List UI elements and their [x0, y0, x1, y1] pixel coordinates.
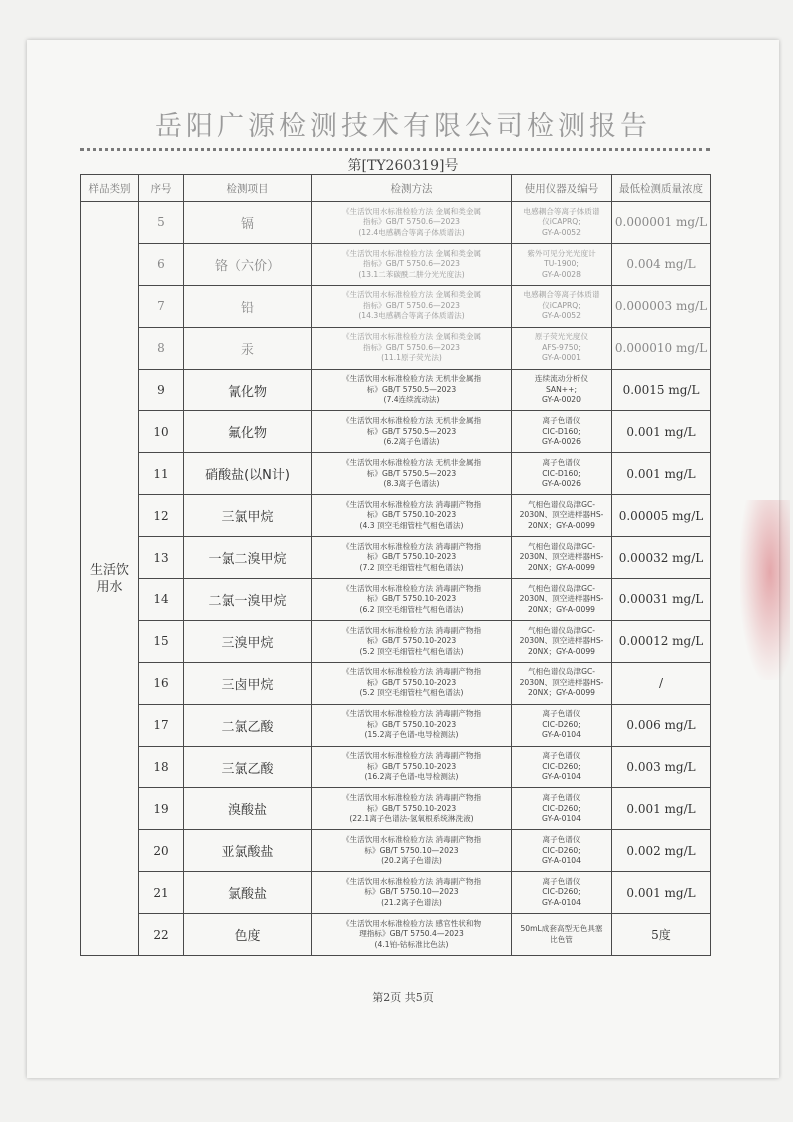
method-line: 《生活饮用水标准检验方法 消毒副产物指	[341, 751, 482, 761]
table-row	[81, 579, 711, 621]
instrument-line: 离子色谱仪	[542, 835, 581, 845]
test-method-cell	[312, 369, 512, 411]
method-line: 标》GB/T 5750.5—2023	[366, 384, 457, 394]
header-sample-category: 样品类别	[81, 175, 139, 202]
table-row	[81, 411, 711, 453]
test-item-cell: 汞	[184, 327, 312, 369]
method-line: 《生活饮用水标准检验方法 金属和类金属	[341, 248, 482, 258]
serial-no-cell: 7	[139, 285, 184, 327]
method-line: 指标》GB/T 5750.6—2023	[363, 342, 460, 352]
test-method-cell	[312, 914, 512, 956]
instrument-line: 电感耦合等离子体质谱	[523, 290, 600, 300]
instrument-cell	[512, 327, 612, 369]
header-instrument: 使用仪器及编号	[512, 175, 612, 202]
instrument-line: 气相色谱仪岛津GC-	[527, 583, 596, 593]
report-title: 岳阳广源检测技术有限公司检测报告	[155, 111, 651, 142]
instrument-line: 2030N、顶空进样器HS-	[519, 636, 604, 646]
instrument-line: 离子色谱仪	[542, 458, 581, 468]
serial-no-cell: 20	[139, 830, 184, 872]
instrument-cell	[512, 830, 612, 872]
test-item-cell: 三氯乙酸	[184, 746, 312, 788]
method-line: 《生活饮用水标准检验方法 金属和类金属	[341, 206, 482, 216]
method-line: 《生活饮用水标准检验方法 无机非金属指	[341, 416, 482, 426]
table-row	[81, 620, 711, 662]
method-line: (11.1原子荧光法)	[381, 353, 442, 363]
header-test-method: 检测方法	[312, 175, 512, 202]
method-line: 标》GB/T 5750.5—2023	[366, 468, 457, 478]
instrument-line: GY-A-0026	[542, 479, 581, 489]
detection-limit-cell: 0.002 mg/L	[612, 830, 711, 872]
instrument-cell	[512, 453, 612, 495]
method-line: 《生活饮用水标准检验方法 无机非金属指	[341, 458, 482, 468]
method-line: (4.3 顶空毛细管柱气相色谱法)	[359, 520, 464, 530]
detection-limit-cell: 0.001 mg/L	[612, 411, 711, 453]
method-line: (4.1铂-钴标准比色法)	[374, 939, 449, 949]
method-line: 标》GB/T 5750.10-2023	[366, 594, 457, 604]
method-line: 《生活饮用水标准检验方法 金属和类金属	[341, 332, 482, 342]
instrument-line: 紫外可见分光光度计	[527, 248, 596, 258]
method-line: 标》GB/T 5750.10-2023	[366, 719, 457, 729]
serial-no-cell: 21	[139, 872, 184, 914]
test-item-cell: 氯酸盐	[184, 872, 312, 914]
method-line: 指标》GB/T 5750.6—2023	[363, 217, 460, 227]
serial-no-cell: 10	[139, 411, 184, 453]
method-line: (7.4连续流动法)	[383, 395, 440, 405]
table-row	[81, 495, 711, 537]
detection-limit-cell: 0.001 mg/L	[612, 453, 711, 495]
test-method-cell	[312, 662, 512, 704]
method-line: (6.2离子色谱法)	[383, 437, 440, 447]
instrument-line: 2030N、顶空进样器HS-	[519, 552, 604, 562]
instrument-line: GY-A-0020	[542, 395, 581, 405]
test-item-cell: 氰化物	[184, 369, 312, 411]
instrument-line: 比色管	[550, 934, 573, 944]
method-line: 《生活饮用水标准检验方法 消毒副产物指	[341, 667, 482, 677]
instrument-line: 离子色谱仪	[542, 793, 581, 803]
serial-no-cell: 12	[139, 495, 184, 537]
table-row	[81, 369, 711, 411]
test-item-cell: 三溴甲烷	[184, 620, 312, 662]
test-method-cell	[312, 537, 512, 579]
test-item-cell: 三卤甲烷	[184, 662, 312, 704]
method-line: 指标》GB/T 5750.6—2023	[363, 300, 460, 310]
detection-limit-cell: 0.001 mg/L	[612, 872, 711, 914]
test-item-cell: 二氯乙酸	[184, 704, 312, 746]
method-line: (20.2离子色谱法)	[381, 856, 442, 866]
serial-no-cell: 19	[139, 788, 184, 830]
instrument-line: GY-A-0104	[542, 730, 581, 740]
instrument-cell	[512, 285, 612, 327]
method-line: 《生活饮用水标准检验方法 感官性状和物	[341, 918, 482, 928]
test-item-cell: 一氯二溴甲烷	[184, 537, 312, 579]
method-line: 《生活饮用水标准检验方法 消毒副产物指	[341, 583, 482, 593]
detection-limit-cell: 0.000003 mg/L	[612, 285, 711, 327]
method-line: 标》GB/T 5750.10—2023	[364, 845, 459, 855]
detection-limit-cell: 0.00031 mg/L	[612, 579, 711, 621]
header-serial-no: 序号	[139, 175, 184, 202]
instrument-line: 2030N、顶空进样器HS-	[519, 594, 604, 604]
instrument-line: 50mL成套高型无色具塞	[520, 924, 603, 934]
test-item-cell: 硝酸盐(以N计)	[184, 453, 312, 495]
serial-no-cell: 13	[139, 537, 184, 579]
table-row	[81, 788, 711, 830]
serial-no-cell: 17	[139, 704, 184, 746]
test-method-cell	[312, 495, 512, 537]
test-method-cell	[312, 788, 512, 830]
instrument-cell	[512, 537, 612, 579]
instrument-line: GY-A-0028	[542, 269, 581, 279]
instrument-line: SAN++;	[545, 384, 578, 394]
method-line: 《生活饮用水标准检验方法 无机非金属指	[341, 374, 482, 384]
table-row	[81, 830, 711, 872]
instrument-line: 气相色谱仪岛津GC-	[527, 499, 596, 509]
test-method-cell	[312, 620, 512, 662]
serial-no-cell: 22	[139, 914, 184, 956]
method-line: (8.3离子色谱法)	[383, 479, 440, 489]
method-line: 《生活饮用水标准检验方法 消毒副产物指	[341, 835, 482, 845]
detection-limit-cell: /	[612, 662, 711, 704]
results-table	[80, 174, 711, 956]
instrument-line: GY-A-0104	[542, 897, 581, 907]
test-method-cell	[312, 327, 512, 369]
instrument-line: GY-A-0052	[542, 227, 581, 237]
method-line: 标》GB/T 5750.10-2023	[366, 761, 457, 771]
detection-limit-cell: 0.0015 mg/L	[612, 369, 711, 411]
method-line: 《生活饮用水标准检验方法 金属和类金属	[341, 290, 482, 300]
instrument-line: 20NX；GY-A-0099	[527, 520, 596, 530]
instrument-line: 20NX；GY-A-0099	[527, 562, 596, 572]
table-row	[81, 872, 711, 914]
instrument-line: GY-A-0104	[542, 856, 581, 866]
instrument-line: 离子色谱仪	[542, 751, 581, 761]
detection-limit-cell: 5度	[612, 914, 711, 956]
instrument-line: 仪iCAPRQ;	[542, 300, 581, 310]
table-row	[81, 243, 711, 285]
method-line: 标》GB/T 5750.10—2023	[364, 887, 459, 897]
method-line: 标》GB/T 5750.5—2023	[366, 426, 457, 436]
instrument-line: CIC-D260;	[542, 719, 581, 729]
method-line: (13.1二苯碳酰二肼分光光度法)	[358, 269, 465, 279]
serial-no-cell: 5	[139, 202, 184, 244]
instrument-line: 20NX；GY-A-0099	[527, 646, 596, 656]
table-row	[81, 704, 711, 746]
method-line: 标》GB/T 5750.10-2023	[366, 510, 457, 520]
test-method-cell	[312, 243, 512, 285]
instrument-line: 20NX；GY-A-0099	[527, 604, 596, 614]
instrument-line: 连续流动分析仪	[534, 374, 589, 384]
instrument-cell	[512, 202, 612, 244]
instrument-cell	[512, 662, 612, 704]
instrument-line: 2030N、顶空进样器HS-	[519, 510, 604, 520]
test-item-cell: 色度	[184, 914, 312, 956]
page-footer: 第2页 共5页	[372, 991, 434, 1004]
test-method-cell	[312, 830, 512, 872]
table-row	[81, 285, 711, 327]
test-item-cell: 镉	[184, 202, 312, 244]
method-line: 标》GB/T 5750.10-2023	[366, 803, 457, 813]
instrument-line: CIC-D160;	[542, 426, 581, 436]
method-line: (15.2离子色谱-电导检测法)	[364, 730, 459, 740]
table-row	[81, 202, 711, 244]
instrument-cell	[512, 788, 612, 830]
serial-no-cell: 9	[139, 369, 184, 411]
method-line: 指标》GB/T 5750.6—2023	[363, 259, 460, 269]
instrument-cell	[512, 369, 612, 411]
serial-no-cell: 8	[139, 327, 184, 369]
table-row	[81, 662, 711, 704]
table-row	[81, 537, 711, 579]
header-detection-limit: 最低检测质量浓度	[612, 175, 711, 202]
detection-limit-cell: 0.00032 mg/L	[612, 537, 711, 579]
detection-limit-cell: 0.001 mg/L	[612, 788, 711, 830]
method-line: (7.2 顶空毛细管柱气相色谱法)	[359, 562, 464, 572]
detection-limit-cell: 0.000001 mg/L	[612, 202, 711, 244]
serial-no-cell: 14	[139, 579, 184, 621]
instrument-cell	[512, 495, 612, 537]
instrument-cell	[512, 914, 612, 956]
instrument-line: GY-A-0026	[542, 437, 581, 447]
instrument-line: 气相色谱仪岛津GC-	[527, 625, 596, 635]
header-test-item: 检测项目	[184, 175, 312, 202]
instrument-line: 离子色谱仪	[542, 876, 581, 886]
method-line: 标》GB/T 5750.10-2023	[366, 677, 457, 687]
test-method-cell	[312, 202, 512, 244]
instrument-line: AFS-9750;	[542, 342, 581, 352]
instrument-line: CIC-D260;	[542, 761, 581, 771]
serial-no-cell: 11	[139, 453, 184, 495]
detection-limit-cell: 0.006 mg/L	[612, 704, 711, 746]
instrument-line: GY-A-0104	[542, 814, 581, 824]
serial-no-cell: 15	[139, 620, 184, 662]
instrument-line: CIC-D260;	[542, 887, 581, 897]
test-item-cell: 溴酸盐	[184, 788, 312, 830]
instrument-line: 原子荧光光度仪	[534, 332, 589, 342]
instrument-line: 仪iCAPRQ;	[542, 217, 581, 227]
instrument-line: GY-A-0001	[542, 353, 581, 363]
test-method-cell	[312, 872, 512, 914]
instrument-line: 气相色谱仪岛津GC-	[527, 667, 596, 677]
table-row	[81, 746, 711, 788]
method-line: (21.2离子色谱法)	[381, 897, 442, 907]
instrument-cell	[512, 704, 612, 746]
method-line: 《生活饮用水标准检验方法 消毒副产物指	[341, 876, 482, 886]
method-line: 标》GB/T 5750.10-2023	[366, 636, 457, 646]
test-method-cell	[312, 453, 512, 495]
detection-limit-cell: 0.000010 mg/L	[612, 327, 711, 369]
detection-limit-cell: 0.00005 mg/L	[612, 495, 711, 537]
test-item-cell: 三氯甲烷	[184, 495, 312, 537]
instrument-line: CIC-D160;	[542, 468, 581, 478]
instrument-line: 离子色谱仪	[542, 416, 581, 426]
method-line: 《生活饮用水标准检验方法 消毒副产物指	[341, 709, 482, 719]
title-divider	[80, 148, 710, 151]
method-line: (22.1离子色谱法-氢氧根系统淋洗液)	[349, 814, 474, 824]
instrument-cell	[512, 872, 612, 914]
instrument-line: 20NX；GY-A-0099	[527, 688, 596, 698]
method-line: (14.3电感耦合等离子体质谱法)	[358, 311, 465, 321]
instrument-cell	[512, 746, 612, 788]
test-method-cell	[312, 746, 512, 788]
instrument-line: 2030N、顶空进样器HS-	[519, 677, 604, 687]
test-method-cell	[312, 579, 512, 621]
method-line: 《生活饮用水标准检验方法 消毒副产物指	[341, 541, 482, 551]
test-method-cell	[312, 704, 512, 746]
detection-limit-cell: 0.004 mg/L	[612, 243, 711, 285]
method-line: (5.2 顶空毛细管柱气相色谱法)	[359, 688, 464, 698]
test-method-cell	[312, 285, 512, 327]
instrument-cell	[512, 620, 612, 662]
instrument-line: 气相色谱仪岛津GC-	[527, 541, 596, 551]
method-line: 《生活饮用水标准检验方法 消毒副产物指	[341, 499, 482, 509]
method-line: (16.2离子色谱-电导检测法)	[364, 772, 459, 782]
test-item-cell: 亚氯酸盐	[184, 830, 312, 872]
test-method-cell	[312, 411, 512, 453]
instrument-cell	[512, 243, 612, 285]
instrument-cell	[512, 579, 612, 621]
instrument-line: 离子色谱仪	[542, 709, 581, 719]
method-line: (6.2 顶空毛细管柱气相色谱法)	[359, 604, 464, 614]
report-number: 第[TY260319]号	[347, 158, 459, 174]
test-item-cell: 铬（六价）	[184, 243, 312, 285]
method-line: 理指标》GB/T 5750.4—2023	[359, 929, 464, 939]
method-line: 《生活饮用水标准检验方法 消毒副产物指	[341, 793, 482, 803]
serial-no-cell: 6	[139, 243, 184, 285]
detection-limit-cell: 0.003 mg/L	[612, 746, 711, 788]
test-item-cell: 铅	[184, 285, 312, 327]
serial-no-cell: 16	[139, 662, 184, 704]
table-row	[81, 453, 711, 495]
instrument-line: TU-1900;	[544, 259, 579, 269]
instrument-line: CIC-D260;	[542, 803, 581, 813]
instrument-line: GY-A-0052	[542, 311, 581, 321]
instrument-line: 电感耦合等离子体质谱	[523, 206, 600, 216]
test-item-cell: 二氯一溴甲烷	[184, 579, 312, 621]
method-line: 《生活饮用水标准检验方法 消毒副产物指	[341, 625, 482, 635]
table-row	[81, 327, 711, 369]
sample-category-cell: 生活饮用水	[81, 202, 139, 956]
instrument-cell	[512, 411, 612, 453]
detection-limit-cell: 0.00012 mg/L	[612, 620, 711, 662]
serial-no-cell: 18	[139, 746, 184, 788]
method-line: (5.2 顶空毛细管柱气相色谱法)	[359, 646, 464, 656]
table-row	[81, 914, 711, 956]
table-header-row	[81, 175, 711, 202]
method-line: (12.4电感耦合等离子体质谱法)	[358, 227, 465, 237]
instrument-line: CIC-D260;	[542, 845, 581, 855]
instrument-line: GY-A-0104	[542, 772, 581, 782]
method-line: 标》GB/T 5750.10-2023	[366, 552, 457, 562]
test-item-cell: 氟化物	[184, 411, 312, 453]
